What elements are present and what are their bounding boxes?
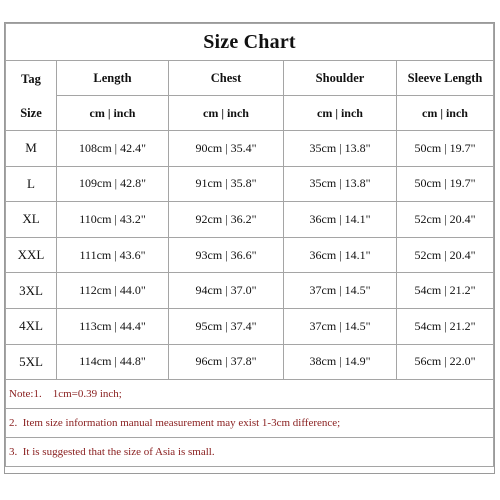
shoulder-cell: 38cm | 14.9": [284, 344, 397, 380]
tag-size-header-line2: Size: [20, 105, 42, 120]
length-cell: 110cm | 43.2": [57, 202, 169, 238]
size-cell: XL: [6, 202, 57, 238]
chest-cell: 90cm | 35.4": [169, 131, 284, 167]
length-cell: 113cm | 44.4": [57, 308, 169, 344]
tag-size-header: [6, 61, 57, 131]
chest-cell: 94cm | 37.0": [169, 273, 284, 309]
table-row: [6, 308, 494, 344]
length-cell: 112cm | 44.0": [57, 273, 169, 309]
size-cell: 4XL: [6, 308, 57, 344]
shoulder-cell: 35cm | 13.8": [284, 131, 397, 167]
chest-cell: 93cm | 36.6": [169, 237, 284, 273]
size-chart-table: [5, 23, 494, 467]
note-2: 2. Item size information manual measurement may exist 1-3cm difference;: [6, 409, 494, 438]
size-cell: 3XL: [6, 273, 57, 309]
size-cell: M: [6, 131, 57, 167]
column-header-length: Length: [57, 61, 169, 96]
sleeve-cell: 52cm | 20.4": [397, 237, 494, 273]
table-row: [6, 131, 494, 167]
column-header-chest: Chest: [169, 61, 284, 96]
chest-cell: 91cm | 35.8": [169, 166, 284, 202]
table-row: [6, 166, 494, 202]
sleeve-cell: 50cm | 19.7": [397, 166, 494, 202]
length-cell: 108cm | 42.4": [57, 131, 169, 167]
chest-cell: 96cm | 37.8": [169, 344, 284, 380]
sleeve-cell: 54cm | 21.2": [397, 273, 494, 309]
unit-header-length: cm | inch: [57, 96, 169, 131]
chart-title: Size Chart: [6, 24, 494, 61]
unit-header-sleeve-length: cm | inch: [397, 96, 494, 131]
shoulder-cell: 36cm | 14.1": [284, 202, 397, 238]
table-row: [6, 344, 494, 380]
chest-cell: 92cm | 36.2": [169, 202, 284, 238]
shoulder-cell: 37cm | 14.5": [284, 308, 397, 344]
sleeve-cell: 52cm | 20.4": [397, 202, 494, 238]
table-row: [6, 237, 494, 273]
column-header-shoulder: Shoulder: [284, 61, 397, 96]
size-cell: 5XL: [6, 344, 57, 380]
sleeve-cell: 56cm | 22.0": [397, 344, 494, 380]
size-chart-frame: [4, 22, 495, 474]
unit-header-chest: cm | inch: [169, 96, 284, 131]
note-3: 3. It is suggested that the size of Asia is small.: [6, 438, 494, 467]
sleeve-cell: 54cm | 21.2": [397, 308, 494, 344]
sleeve-cell: 50cm | 19.7": [397, 131, 494, 167]
unit-header-shoulder: cm | inch: [284, 96, 397, 131]
length-cell: 114cm | 44.8": [57, 344, 169, 380]
size-cell: L: [6, 166, 57, 202]
shoulder-cell: 37cm | 14.5": [284, 273, 397, 309]
shoulder-cell: 36cm | 14.1": [284, 237, 397, 273]
length-cell: 109cm | 42.8": [57, 166, 169, 202]
size-cell: XXL: [6, 237, 57, 273]
table-row: [6, 202, 494, 238]
length-cell: 111cm | 43.6": [57, 237, 169, 273]
table-row: [6, 273, 494, 309]
note-1: Note:1. 1cm=0.39 inch;: [6, 380, 494, 409]
shoulder-cell: 35cm | 13.8": [284, 166, 397, 202]
column-header-sleeve-length: Sleeve Length: [397, 61, 494, 96]
tag-size-header-line1: Tag: [21, 71, 41, 86]
chest-cell: 95cm | 37.4": [169, 308, 284, 344]
